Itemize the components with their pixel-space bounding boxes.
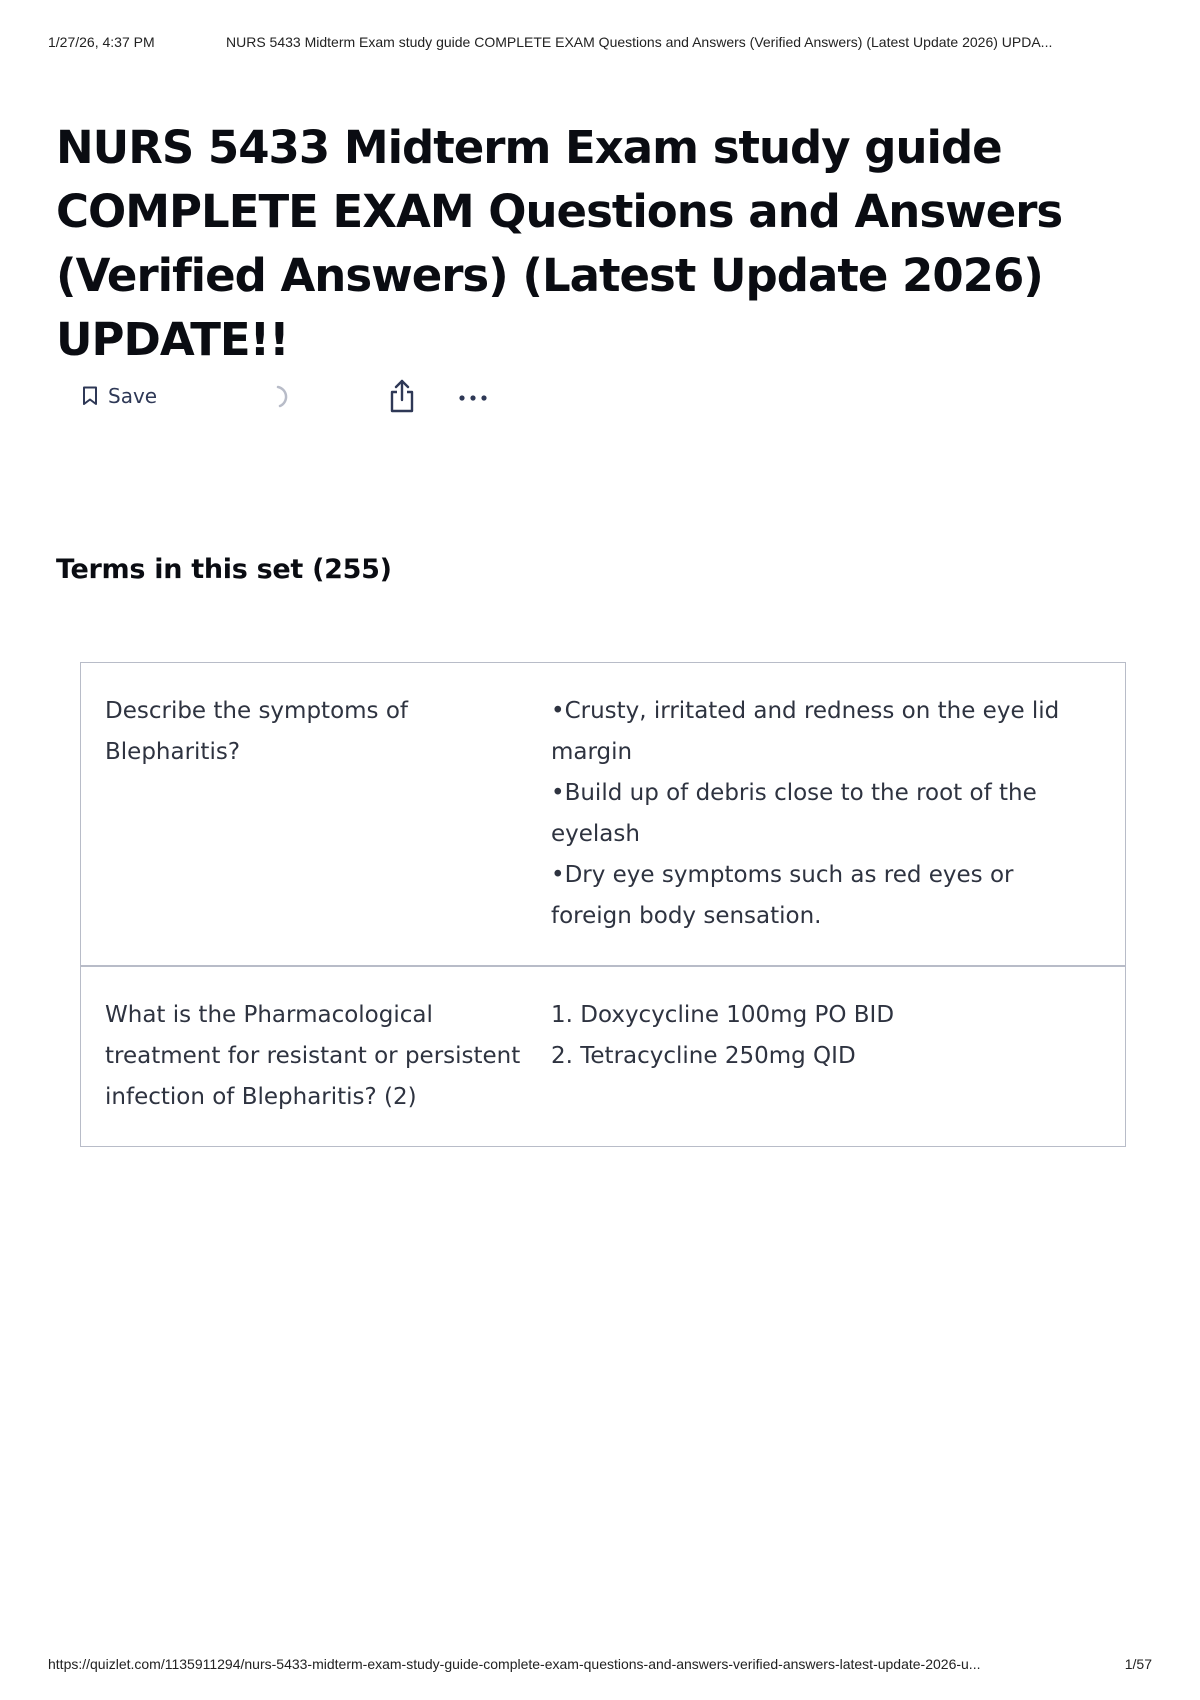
term-row — [81, 967, 1125, 1146]
terms-count-heading: Terms in this set (255) — [56, 554, 392, 585]
more-horizontal-icon[interactable] — [458, 388, 488, 407]
term-text: Describe the symptoms of Blepharitis? — [105, 698, 409, 765]
print-url: https://quizlet.com/1135911294/nurs-5433-midterm-exam-study-guide-complete-exam-questions-and-answers-verified-answers-latest-update-2026-u... — [48, 1656, 981, 1672]
definition-line: •Dry eye symptoms such as red eyes or foreign body sensation. — [551, 862, 1014, 929]
term-text: What is the Pharmacological treatment for resistant or persistent infection of Blepharitis? (2) — [105, 1002, 521, 1110]
definition-line: •Build up of debris close to the root of the eyelash — [551, 780, 1037, 847]
terms-list — [80, 662, 1126, 1147]
definition-line: 1. Doxycycline 100mg PO BID — [551, 1002, 895, 1028]
spinner-icon — [272, 384, 294, 414]
definition-text — [551, 691, 1101, 937]
print-footer — [48, 1656, 1152, 1676]
definition-line: •Crusty, irritated and redness on the eye lid margin — [551, 698, 1060, 765]
term-row — [81, 663, 1125, 967]
bookmark-icon — [82, 386, 98, 406]
share-icon[interactable] — [388, 378, 416, 418]
definition-line: 2. Tetracycline 250mg QID — [551, 1043, 856, 1069]
print-header — [48, 34, 1152, 54]
save-label: Save — [108, 384, 158, 408]
save-button[interactable] — [82, 384, 157, 408]
page-title: NURS 5433 Midterm Exam study guide COMPLETE EXAM Questions and Answers (Verified Answers) (Latest Update 2026) UPDATE!! — [56, 121, 1063, 366]
print-doc-title: NURS 5433 Midterm Exam study guide COMPLETE EXAM Questions and Answers (Verified Answers) (Latest Update 2026) UPDA... — [226, 34, 1053, 50]
print-date: 1/27/26, 4:37 PM — [48, 34, 155, 50]
definition-text — [551, 995, 1101, 1118]
print-page-number: 1/57 — [1124, 1656, 1152, 1672]
